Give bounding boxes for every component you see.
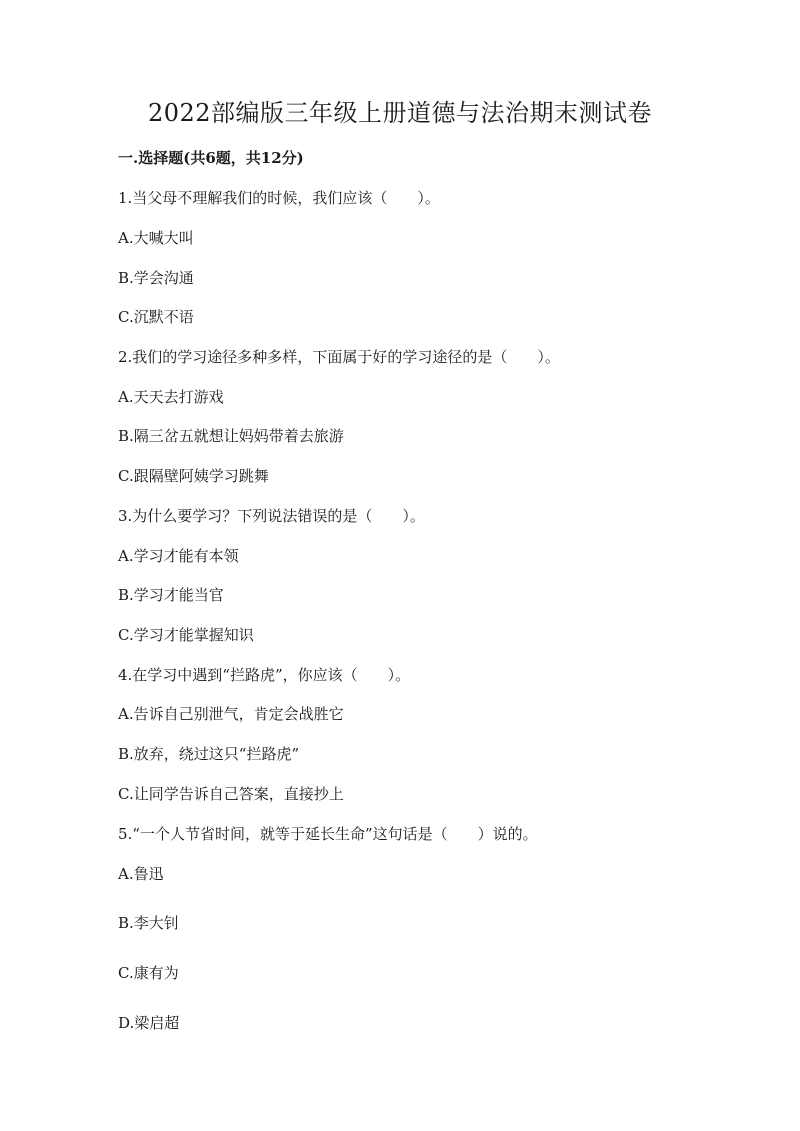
question-5-stem: 5.“一个人节省时间，就等于延长生命”这句话是（ ）说的。: [118, 825, 538, 843]
question-4-option-a: A.告诉自己别泄气，肯定会战胜它: [118, 705, 344, 723]
question-3-option-a: A.学习才能有本领: [118, 547, 239, 565]
question-1-option-c: C.沉默不语: [118, 308, 194, 326]
question-1-option-a: A.大喊大叫: [118, 229, 194, 247]
question-4-option-c: C.让同学告诉自己答案，直接抄上: [118, 785, 344, 803]
question-4-stem: 4.在学习中遇到“拦路虎”，你应该（ ）。: [118, 666, 411, 684]
page-title: 2022部编版三年级上册道德与法治期末测试卷: [147, 99, 653, 127]
question-3-stem: 3.为什么要学习？下列说法错误的是（ ）。: [118, 507, 425, 525]
question-1-option-b: B.学会沟通: [118, 269, 194, 287]
question-2-option-c: C.跟隔壁阿姨学习跳舞: [118, 467, 269, 485]
question-2-option-a: A.天天去打游戏: [118, 388, 224, 406]
question-1-stem: 1.当父母不理解我们的时候，我们应该（ ）。: [118, 189, 440, 207]
question-3-option-c: C.学习才能掌握知识: [118, 626, 254, 644]
question-2-stem: 2.我们的学习途径多种多样，下面属于好的学习途径的是（ ）。: [118, 348, 560, 366]
question-5-option-d: D.梁启超: [118, 1014, 180, 1032]
question-5-option-b: B.李大钊: [118, 914, 179, 932]
question-4-option-b: B.放弃，绕过这只“拦路虎”: [118, 745, 300, 763]
question-5-option-a: A.鲁迅: [118, 865, 164, 883]
section-heading: 一.选择题(共6题，共12分): [118, 149, 304, 167]
question-3-option-b: B.学习才能当官: [118, 586, 224, 604]
question-5-option-c: C.康有为: [118, 964, 179, 982]
question-2-option-b: B.隔三岔五就想让妈妈带着去旅游: [118, 427, 344, 445]
